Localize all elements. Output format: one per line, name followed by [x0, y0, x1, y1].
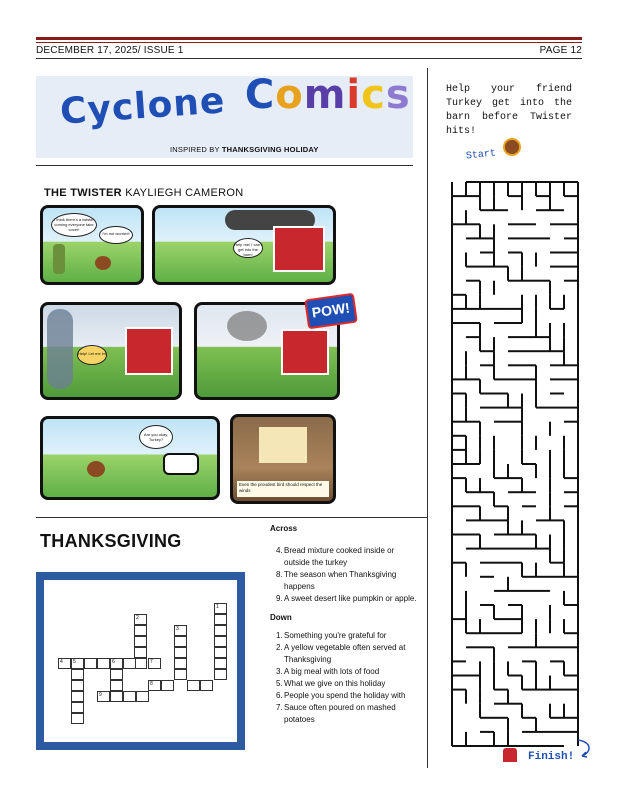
logo-letter: c [361, 72, 386, 118]
speech-bubble: Help me! I can't get into the barn! [233, 238, 263, 258]
crossword-cell[interactable] [174, 636, 187, 647]
clue-text: A yellow vegetable often served at Thanksgiving [284, 643, 406, 664]
pow-burst: POW! [304, 293, 358, 330]
down-heading: Down [270, 613, 292, 622]
grid-number: 6 [112, 659, 115, 665]
turkey-figure [95, 256, 111, 270]
logo-letter: m [303, 72, 347, 118]
crossword-cell[interactable] [123, 658, 136, 669]
across-clue [276, 545, 420, 569]
red-barn [281, 329, 329, 375]
comic-author: KAYLIEGH CAMERON [125, 187, 244, 199]
across-clue [276, 569, 420, 593]
tornado-debris [227, 311, 267, 341]
crossword-cell[interactable] [214, 658, 227, 669]
down-clue [276, 702, 420, 726]
crossword-cell[interactable] [200, 680, 213, 691]
header-rule-thin [36, 42, 582, 43]
clue-text: Something you're grateful for [284, 631, 387, 640]
subtitle-bold: THANKSGIVING HOLIDAY [221, 145, 319, 154]
maze-instructions: Help your friend Turkey get into the barn before Twister hits! [446, 84, 572, 137]
crossword-cell[interactable] [71, 713, 84, 724]
crossword-cell[interactable] [134, 625, 147, 636]
red-barn [273, 226, 325, 272]
clue-text: What we give on this holiday [284, 679, 386, 688]
red-barn [125, 327, 173, 375]
comic-caption: Even the proudest bird should respect the winds [237, 481, 329, 497]
crossword-cell[interactable] [174, 647, 187, 658]
down-clue [276, 666, 420, 678]
maze[interactable] [450, 180, 580, 748]
grid-number: 3 [176, 626, 179, 632]
crossword-cell[interactable] [110, 680, 123, 691]
logo-word-cyclone: Cyclone [58, 80, 227, 133]
barn-icon [503, 748, 517, 762]
logo-word-comics [245, 72, 411, 118]
speech-bubble: Help! Let me in! [77, 345, 107, 365]
clue-number: 5. [276, 679, 283, 688]
clue-number: 4. [276, 546, 283, 555]
header-rule-bottom [36, 58, 582, 59]
crossword-cell[interactable] [174, 669, 187, 680]
comic-title [44, 187, 244, 199]
masthead-subtitle [170, 145, 319, 154]
column-divider-vertical [427, 68, 428, 768]
grid-number: 4 [60, 659, 63, 665]
down-clue [276, 642, 420, 666]
masthead-logo [58, 72, 411, 133]
crossword-cell[interactable] [187, 680, 200, 691]
down-clue [276, 630, 420, 642]
grid-number: 8 [150, 681, 153, 687]
grid-number: 1 [216, 604, 219, 610]
logo-letter: i [346, 72, 362, 118]
clue-number: 9. [276, 594, 283, 603]
crossword-cell[interactable] [97, 658, 110, 669]
turkey-icon [503, 138, 521, 156]
clue-number: 7. [276, 703, 283, 712]
page-number: PAGE 12 [539, 45, 582, 56]
clue-text: Sauce often poured on mashed potatoes [284, 703, 396, 724]
crossword-cell[interactable] [174, 658, 187, 669]
clue-text: People you spend the holiday with [284, 691, 406, 700]
crossword-cell[interactable] [110, 669, 123, 680]
clue-number: 8. [276, 570, 283, 579]
clue-text: A big meal with lots of food [284, 667, 380, 676]
crossword-grid [44, 580, 237, 742]
crossword-cell[interactable] [214, 614, 227, 625]
barn-window [259, 427, 307, 463]
logo-letter: s [385, 72, 411, 118]
across-heading: Across [270, 524, 298, 533]
crossword-cell[interactable] [71, 680, 84, 691]
grid-number: 2 [136, 615, 139, 621]
crossword-cell[interactable] [71, 669, 84, 680]
farmer-figure [53, 244, 65, 274]
crossword-cell[interactable] [134, 647, 147, 658]
comic-panel-2 [152, 205, 336, 285]
grid-number: 5 [73, 659, 76, 665]
speech-bubble: I'm not worried! [99, 226, 133, 244]
crossword-frame [36, 572, 245, 750]
crossword-cell[interactable] [123, 691, 136, 702]
comic-panel-1 [40, 205, 144, 285]
maze-walls [452, 182, 578, 746]
crossword-cell[interactable] [214, 669, 227, 680]
clue-text: Bread mixture cooked inside or outside the turkey [284, 546, 395, 567]
clue-text: The season when Thanksgiving happens [284, 570, 397, 591]
tornado [47, 309, 73, 389]
crossword-title: THANKSGIVING [40, 531, 182, 551]
cow-figure [163, 453, 199, 475]
maze-finish-label: Finish! [528, 751, 575, 763]
comic-title-bold: THE TWISTER [44, 187, 122, 199]
clue-text: A sweet desert like pumpkin or apple. [284, 594, 417, 603]
logo-letter: C [244, 72, 276, 118]
crossword-clues [270, 524, 420, 726]
crossword-cell[interactable] [214, 625, 227, 636]
subtitle-prefix: INSPIRED BY [170, 145, 220, 154]
crossword-cell[interactable] [110, 691, 123, 702]
across-clue [276, 593, 420, 605]
crossword-cell[interactable] [134, 636, 147, 647]
grid-number: 9 [99, 692, 102, 698]
comic-panel-6 [230, 414, 336, 504]
across-clues [270, 545, 420, 605]
turkey-figure [87, 461, 105, 477]
issue-date: DECEMBER 17, 2025/ ISSUE 1 [36, 45, 184, 56]
clue-number: 1. [276, 631, 283, 640]
crossword-cell[interactable] [161, 680, 174, 691]
crossword-cell[interactable] [84, 658, 97, 669]
maze-start-label: Start [465, 148, 497, 163]
curved-arrow-icon [574, 738, 598, 762]
clue-number: 2. [276, 643, 283, 652]
crossword-cell[interactable] [214, 636, 227, 647]
crossword-cell[interactable] [71, 702, 84, 713]
comic-panel-3 [40, 302, 182, 400]
logo-letter: o [275, 72, 304, 118]
down-clue [276, 678, 420, 690]
speech-bubble: I think there's a twister coming everyone take cover! [51, 213, 97, 237]
header-rule-thick [36, 37, 582, 40]
crossword-cell[interactable] [71, 691, 84, 702]
crossword-cell[interactable] [214, 647, 227, 658]
section-divider [36, 517, 427, 518]
masthead-rule [36, 165, 413, 166]
crossword-cell[interactable] [136, 691, 149, 702]
grid-number: 7 [150, 659, 153, 665]
down-clues [270, 630, 420, 726]
clue-number: 6. [276, 691, 283, 700]
down-clue [276, 690, 420, 702]
speech-bubble: Are you okay, Turkey? [139, 425, 173, 449]
clue-number: 3. [276, 667, 283, 676]
comic-panel-5 [40, 416, 220, 500]
